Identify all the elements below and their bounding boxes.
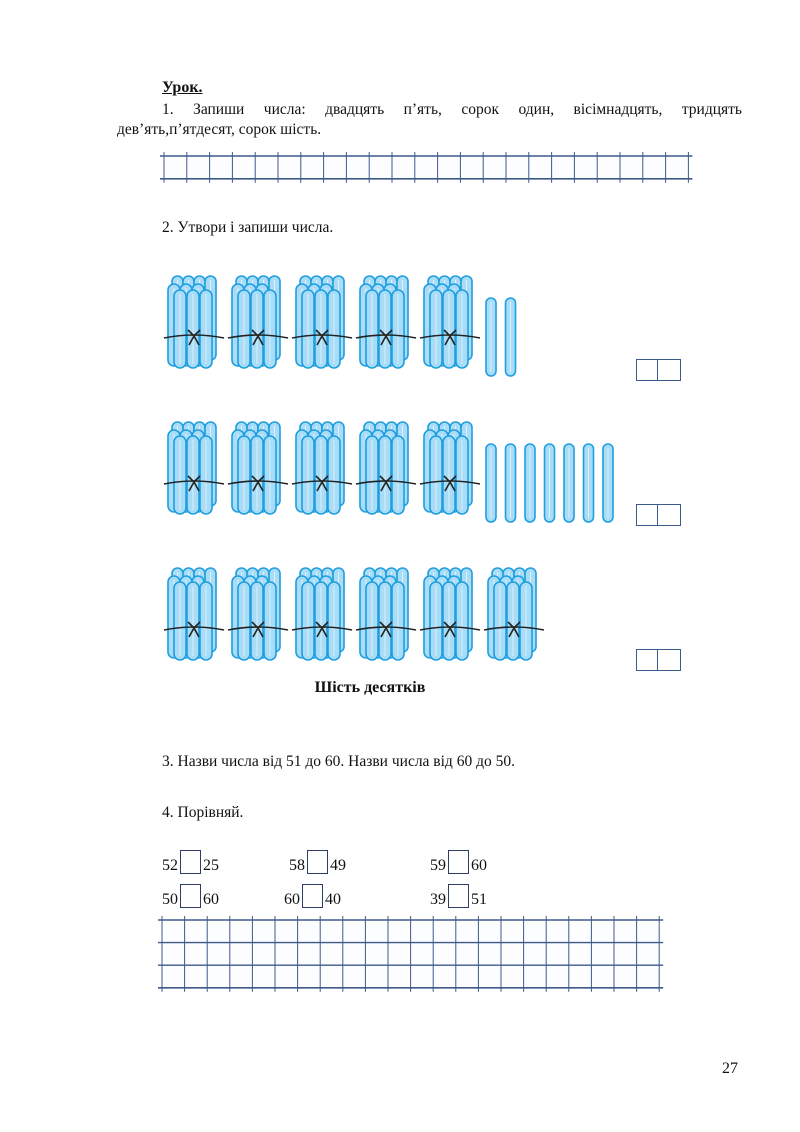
single-stick [525, 444, 535, 522]
compare-left-number: 50 [162, 891, 178, 908]
compare-sign-box[interactable] [307, 850, 328, 874]
bundle-of-ten-sticks [228, 422, 288, 514]
bundle-of-ten-sticks [420, 568, 480, 660]
compare-right-number: 40 [325, 891, 341, 908]
bundle-of-ten-sticks [292, 276, 352, 368]
task-1-text: 1. Запиши числа: двадцять п’ять, сорок один, вісімнадцять, тридцять [162, 101, 742, 118]
compare-item[interactable] [162, 850, 219, 876]
bundle-of-ten-sticks [356, 276, 416, 368]
compare-right-number: 60 [203, 891, 219, 908]
ones-digit-box[interactable] [658, 359, 681, 381]
page-number: 27 [722, 1060, 738, 1077]
compare-left-number: 60 [284, 891, 300, 908]
compare-left-number: 59 [430, 857, 446, 874]
six-tens-caption: Шість десятків [314, 679, 426, 696]
compare-sign-box[interactable] [180, 884, 201, 908]
writing-grid-task1[interactable] [160, 152, 696, 188]
tens-digit-box[interactable] [636, 504, 658, 526]
lesson-heading: Урок. [162, 79, 203, 96]
answer-box-row-1[interactable] [636, 359, 681, 381]
single-stick [545, 444, 555, 522]
bundle-of-ten-sticks [292, 568, 352, 660]
bundle-of-ten-sticks [228, 568, 288, 660]
answer-box-row-2[interactable] [636, 504, 681, 526]
bundle-of-ten-sticks [228, 276, 288, 368]
bundles-row-1 [166, 272, 626, 380]
bundle-of-ten-sticks [164, 422, 224, 514]
compare-sign-box[interactable] [448, 884, 469, 908]
single-stick [564, 444, 574, 522]
bundle-of-ten-sticks [420, 422, 480, 514]
bundle-of-ten-sticks [356, 568, 416, 660]
single-stick [506, 444, 516, 522]
ones-digit-box[interactable] [658, 504, 681, 526]
compare-left-number: 39 [430, 891, 446, 908]
bundles-row-3 [166, 564, 626, 672]
compare-item[interactable] [430, 850, 487, 876]
bundle-of-ten-sticks [164, 276, 224, 368]
task-2-text: 2. Утвори і запиши числа. [162, 219, 334, 236]
bundle-of-ten-sticks [164, 568, 224, 660]
compare-right-number: 60 [471, 857, 487, 874]
grid-lines [158, 916, 663, 992]
tens-digit-box[interactable] [636, 649, 658, 671]
answer-box-row-3[interactable] [636, 649, 681, 671]
bundles-row-2 [166, 418, 626, 526]
compare-left-number: 52 [162, 857, 178, 874]
ones-digit-box[interactable] [658, 649, 681, 671]
compare-item[interactable] [284, 884, 341, 910]
compare-item[interactable] [162, 884, 219, 910]
compare-right-number: 25 [203, 857, 219, 874]
single-stick [603, 444, 613, 522]
tens-digit-box[interactable] [636, 359, 658, 381]
single-stick [584, 444, 594, 522]
compare-sign-box[interactable] [180, 850, 201, 874]
single-stick [486, 298, 496, 376]
task-1-text-continued: дев’ять,п’ятдесят, сорок шість. [117, 121, 322, 138]
task-4-text: 4. Порівняй. [162, 804, 244, 821]
bundle-of-ten-sticks [356, 422, 416, 514]
task-3-text: 3. Назви числа від 51 до 60. Назви числа від 60 до 50. [162, 753, 515, 770]
single-stick [506, 298, 516, 376]
single-stick [486, 444, 496, 522]
compare-sign-box[interactable] [448, 850, 469, 874]
compare-left-number: 58 [289, 857, 305, 874]
compare-right-number: 49 [330, 857, 346, 874]
bundle-of-ten-sticks [484, 568, 544, 660]
compare-item[interactable] [430, 884, 487, 910]
compare-sign-box[interactable] [302, 884, 323, 908]
grid-lines [160, 152, 692, 183]
compare-right-number: 51 [471, 891, 487, 908]
writing-grid-task4[interactable] [158, 916, 662, 1002]
bundle-of-ten-sticks [420, 276, 480, 368]
compare-item[interactable] [289, 850, 346, 876]
bundle-of-ten-sticks [292, 422, 352, 514]
